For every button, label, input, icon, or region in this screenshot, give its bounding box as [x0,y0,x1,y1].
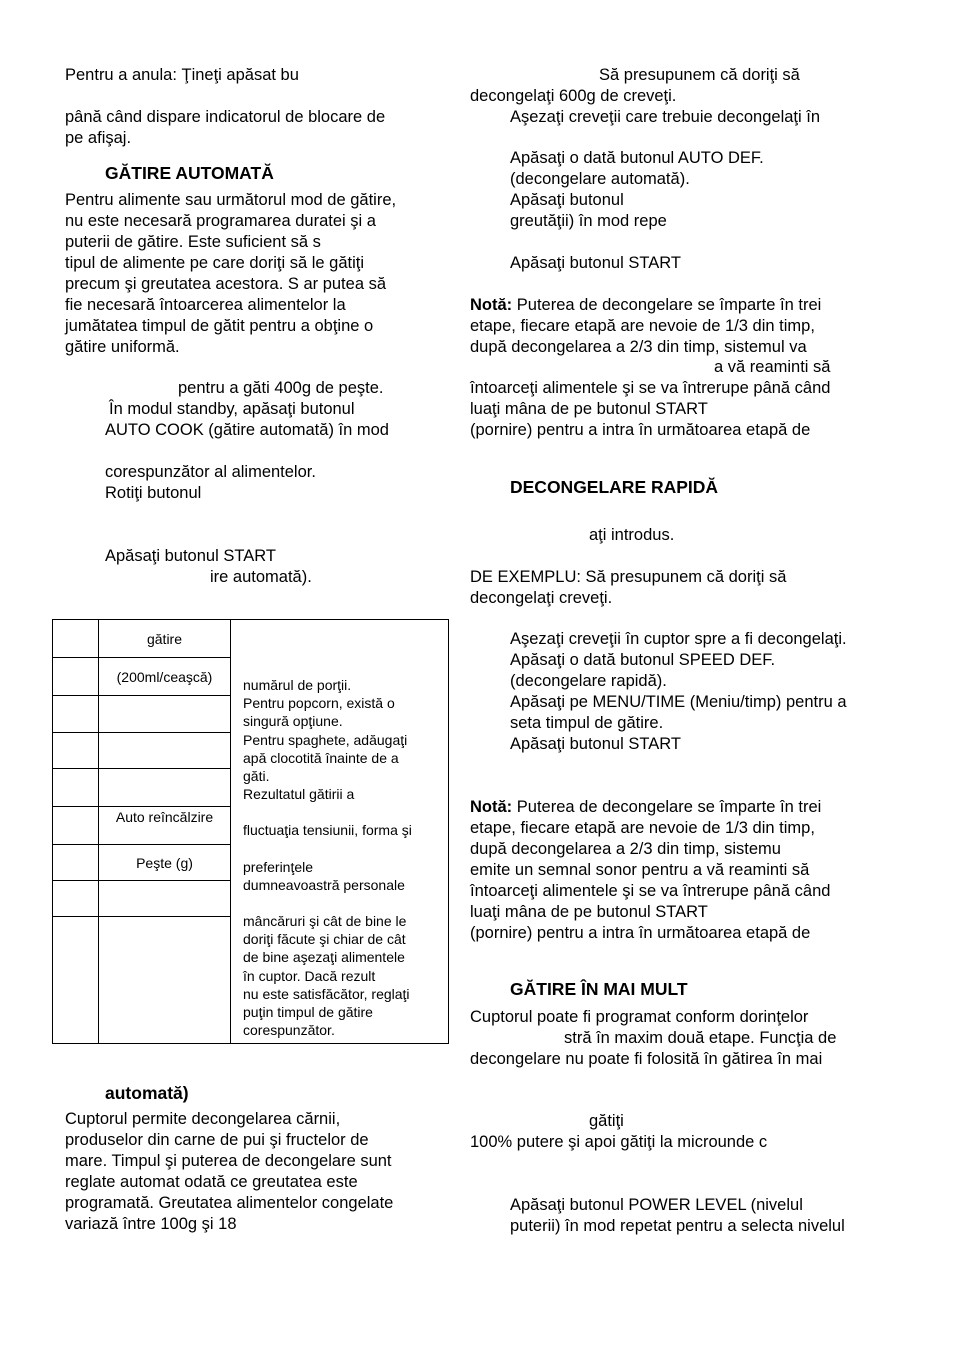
auto-cook-para-line: jumătatea timpul de gătit pentru a obţine o [65,317,374,335]
note-line: corespunzător. [243,1022,335,1039]
note-line: mâncăruri şi cât de bine le [243,913,407,930]
auto-def-para-line: programată. Greutatea alimentelor congelate [65,1194,394,1212]
step-line: Apăsaţi o dată butonul SPEED DEF. [510,651,776,669]
example-line: Rotiţi butonul [105,484,202,502]
table-cell [53,658,99,696]
table-cell [53,881,99,917]
auto-def-para-line: produselor din carne de pui şi fructelor de [65,1131,369,1149]
auto-cook-para-line: Pentru alimente sau următorul mod de gătire, [65,191,397,209]
table-row-cell: (200ml/ceaşcă) [99,658,231,696]
auto-cook-table [52,619,449,1044]
note-line: găti. [243,768,270,785]
cancel-line: pe afişaj. [65,129,132,147]
table-row-cell [99,917,231,1044]
note-line: singură opţiune. [243,713,343,730]
multi-stage-para-line: decongelare nu poate fi folosită în gătirea în mai [470,1050,823,1068]
step-line: Apăsaţi butonul START [510,254,681,272]
example-line: În modul standby, apăsaţi butonul [109,400,355,418]
table-notes-cell [231,620,449,1044]
note-label: Notă: [470,798,513,816]
note-line [470,295,821,315]
auto-def-para-line: variază între 100g şi 18 [65,1215,237,1233]
auto-def-para-line: reglate automat odată ce greutatea este [65,1173,358,1191]
example-line: ire automată). [210,568,312,586]
step-line: seta timpul de gătire. [510,714,664,732]
auto-def-para-line: mare. Timpul şi puterea de decongelare sunt [65,1152,392,1170]
note-line: etape, fiecare etapă are nevoie de 1/3 din timp, [470,819,815,837]
table-header-cell: gătire [99,620,231,658]
note-line: dumneavoastră personale [243,876,405,893]
note-line: în cuptor. Dacă rezult [243,967,376,984]
note-line: nu este satisfăcător, reglaţi [243,985,410,1002]
auto-cook-heading: GĂTIRE AUTOMATĂ [105,163,274,183]
example-line: corespunzător al alimentelor. [105,463,316,481]
multi-stage-fragment: 100% putere şi apoi gătiţi la microunde c [470,1133,768,1151]
note-line: etape, fiecare etapă are nevoie de 1/3 din timp, [470,317,815,335]
step-line: puterii) în mod repetat pentru a selecta nivelul [510,1217,845,1235]
example-line: decongelaţi creveţi. [470,589,613,607]
step-line: greutăţii) în mod repe [510,212,667,230]
note-line: Pentru spaghete, adăugaţi [243,731,408,748]
note-line: fluctuaţia tensiunii, forma şi [243,822,412,839]
auto-cook-para-line: precum şi greutatea acestora. S ar putea să [65,275,387,293]
note-line: a vă reaminti să [714,358,831,376]
note-line: de bine aşezaţi alimentele [243,949,405,966]
example-line: Apăsaţi butonul START [105,547,276,565]
step-line: (decongelare rapidă). [510,672,667,690]
note-line: Pentru popcorn, există o [243,695,395,712]
note-line: după decongelarea a 2/3 din timp, sistemu [470,840,781,858]
note-line [243,840,444,858]
cancel-line: Pentru a anula: Ţineţi apăsat bu [65,66,299,84]
note-line: după decongelarea a 2/3 din timp, sistemul va [470,338,807,356]
step-line: Apăsaţi pe MENU/TIME (Meniu/timp) pentru a [510,693,847,711]
table-cell [53,917,99,1044]
example-line: DE EXEMPLU: Să presupunem că doriţi să [470,568,787,586]
example-line: Să presupunem că doriţi să [599,66,800,84]
note-label: Notă: [470,296,513,314]
table-cell [53,620,99,658]
note-line [243,803,444,821]
table-row-cell: Auto reîncălzire [99,807,231,845]
note-text: Puterea de decongelare se împarte în trei [516,798,822,816]
cancel-line: până când dispare indicatorul de blocare de [65,108,386,126]
step-line: Apăsaţi butonul POWER LEVEL (nivelul [510,1196,803,1214]
table-cell [53,733,99,769]
note-line [243,894,444,912]
note-text: Puterea de decongelare se împarte în trei [516,296,822,314]
table-cell [53,769,99,807]
note-line: puţin timpul de gătire [243,1004,373,1021]
table-cell [53,696,99,733]
auto-cook-para-line: tipul de alimente pe care doriţi să le gătiţi [65,254,364,272]
multi-stage-para-line: stră în maxim două etape. Funcţia de [564,1029,837,1047]
step-line: (decongelare automată). [510,170,690,188]
table-cell [53,845,99,881]
note-line: întoarceţi alimentele şi se va întrerupe până când [470,882,831,900]
table-row-cell: Peşte (g) [99,845,231,881]
note-line [470,797,821,817]
multi-stage-para-line: Cuptorul poate fi programat conform dorinţelor [470,1008,809,1026]
note-line: emite un semnal sonor pentru a vă reaminti să [470,861,810,879]
table-row-cell [99,881,231,917]
step-line: Aşezaţi creveţii care trebuie decongelaţi în [510,108,821,126]
table-row-cell [99,696,231,733]
auto-def-para-line: Cuptorul permite decongelarea cărnii, [65,1110,341,1128]
table-row-cell [99,769,231,807]
note-line: întoarceţi alimentele şi se va întrerupe până când [470,379,831,397]
step-line: Apăsaţi butonul [510,191,624,209]
note-line: apă clocotită înainte de a [243,749,399,766]
auto-cook-para-line: fie necesară întoarcerea alimentelor la [65,296,346,314]
example-line: AUTO COOK (gătire automată) în mod [105,421,389,439]
table-cell [53,807,99,845]
note-line: luaţi mâna de pe butonul START [470,903,708,921]
note-line: (pornire) pentru a intra în următoarea etapă de [470,421,811,439]
note-line: Rezultatul gătirii a [243,786,355,803]
speed-def-fragment: aţi introdus. [589,526,675,544]
step-line: Apăsaţi o dată butonul AUTO DEF. [510,149,764,167]
step-line: Aşezaţi creveţii în cuptor spre a fi decongelaţi. [510,630,847,648]
multi-stage-heading: GĂTIRE ÎN MAI MULT [510,979,688,999]
note-line: preferinţele [243,858,314,875]
auto-def-heading: automată) [105,1083,189,1103]
note-line: (pornire) pentru a intra în următoarea etapă de [470,924,811,942]
note-line: numărul de porţii. [243,677,352,693]
example-line: pentru a găti 400g de peşte. [178,379,384,397]
multi-stage-fragment: gătiţi [589,1112,624,1130]
note-line: doriţi făcute şi chiar de cât [243,931,406,948]
table-row-cell [99,733,231,769]
example-line: decongelaţi 600g de creveţi. [470,87,677,105]
auto-cook-para-line: gătire uniformă. [65,338,180,356]
auto-cook-para-line: puterii de gătire. Este suficient să s [65,233,321,251]
speed-def-heading: DECONGELARE RAPIDĂ [510,477,719,497]
step-line: Apăsaţi butonul START [510,735,681,753]
note-line: luaţi mâna de pe butonul START [470,400,708,418]
auto-cook-para-line: nu este necesară programarea duratei şi a [65,212,376,230]
